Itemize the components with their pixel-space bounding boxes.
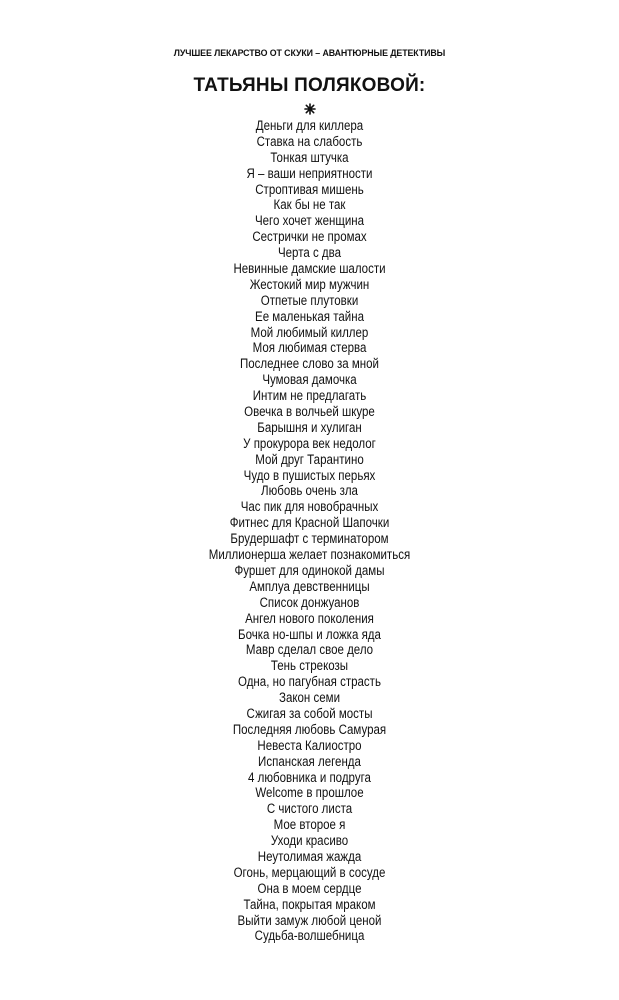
book-title: Миллионерша желает познакомиться xyxy=(208,547,411,563)
book-title: Моя любимая стерва xyxy=(252,340,367,356)
star-burst-icon xyxy=(304,103,316,115)
book-title: Фуршет для одинокой дамы xyxy=(234,562,385,578)
book-title: Любовь очень зла xyxy=(261,483,358,499)
book-title: Выйти замуж любой ценой xyxy=(237,912,382,928)
book-title: Невинные дамские шалости xyxy=(233,261,386,277)
book-title: Неутолимая жажда xyxy=(257,848,362,864)
series-title: ЛУЧШЕЕ ЛЕКАРСТВО ОТ СКУКИ – АВАНТЮРНЫЕ ДЕТЕКТИВЫ xyxy=(173,48,446,59)
book-title: С чистого листа xyxy=(266,801,353,817)
book-title: Интим не предлагать xyxy=(252,388,367,404)
book-title: Судьба-волшебница xyxy=(254,928,365,944)
book-title: Строптивая мишень xyxy=(255,181,364,197)
book-title: Фитнес для Красной Шапочки xyxy=(229,515,390,531)
book-title: Сестрички не промах xyxy=(252,229,367,245)
book-title: Черта с два xyxy=(277,245,342,261)
book-title: Бочка но-шпы и ложка яда xyxy=(238,626,381,642)
book-title: Невеста Калиостро xyxy=(257,737,362,753)
book-title: Как бы не так xyxy=(273,197,346,213)
book-title: Чего хочет женщина xyxy=(254,213,365,229)
book-title: Тонкая штучка xyxy=(270,149,349,165)
book-title: 4 любовника и подруга xyxy=(248,769,371,785)
book-title: Мое второе я xyxy=(273,817,346,833)
book-title: Мой любимый киллер xyxy=(250,324,369,340)
book-title: Испанская легенда xyxy=(258,753,361,769)
book-title: Жестокий мир мужчин xyxy=(249,276,370,292)
book-title: Амплуа девственницы xyxy=(249,578,370,594)
book-title: Я – ваши неприятности xyxy=(246,165,373,181)
book-title: Ее маленькая тайна xyxy=(255,308,364,324)
book-title: Отпетые плутовки xyxy=(260,292,359,308)
book-title: Чумовая дамочка xyxy=(262,372,357,388)
book-title: Ангел нового поколения xyxy=(245,610,374,626)
book-title: Закон семи xyxy=(278,690,341,706)
book-title: Список донжуанов xyxy=(259,594,360,610)
book-title: У прокурора век недолог xyxy=(243,435,376,451)
book-title: Последнее слово за мной xyxy=(239,356,379,372)
book-title: Тень стрекозы xyxy=(270,658,349,674)
book-title: Мой друг Тарантино xyxy=(255,451,364,467)
book-title-list xyxy=(0,118,619,944)
book-title: Ставка на слабость xyxy=(256,133,363,149)
book-title: Чудо в пушистых перьях xyxy=(243,467,376,483)
book-title: Сжигая за собой мосты xyxy=(246,705,373,721)
book-title: Одна, но пагубная страсть xyxy=(238,674,381,690)
book-title: Деньги для киллера xyxy=(255,118,364,133)
book-title: Огонь, мерцающий в сосуде xyxy=(233,864,386,880)
book-title: Овечка в волчьей шкуре xyxy=(244,404,375,420)
book-title: Она в моем сердце xyxy=(257,880,362,896)
author-title: ТАТЬЯНЫ ПОЛЯКОВОЙ: xyxy=(193,75,426,96)
book-title: Барышня и хулиган xyxy=(257,419,362,435)
book-title: Мавр сделал свое дело xyxy=(245,642,374,658)
book-title: Уходи красиво xyxy=(270,833,349,849)
book-title: Последняя любовь Самурая xyxy=(232,721,387,737)
book-title: Welcome в прошлое xyxy=(255,785,364,801)
book-title: Тайна, покрытая мраком xyxy=(243,896,376,912)
book-title: Час пик для новобрачных xyxy=(240,499,379,515)
book-title: Брудершафт с терминатором xyxy=(230,531,389,547)
